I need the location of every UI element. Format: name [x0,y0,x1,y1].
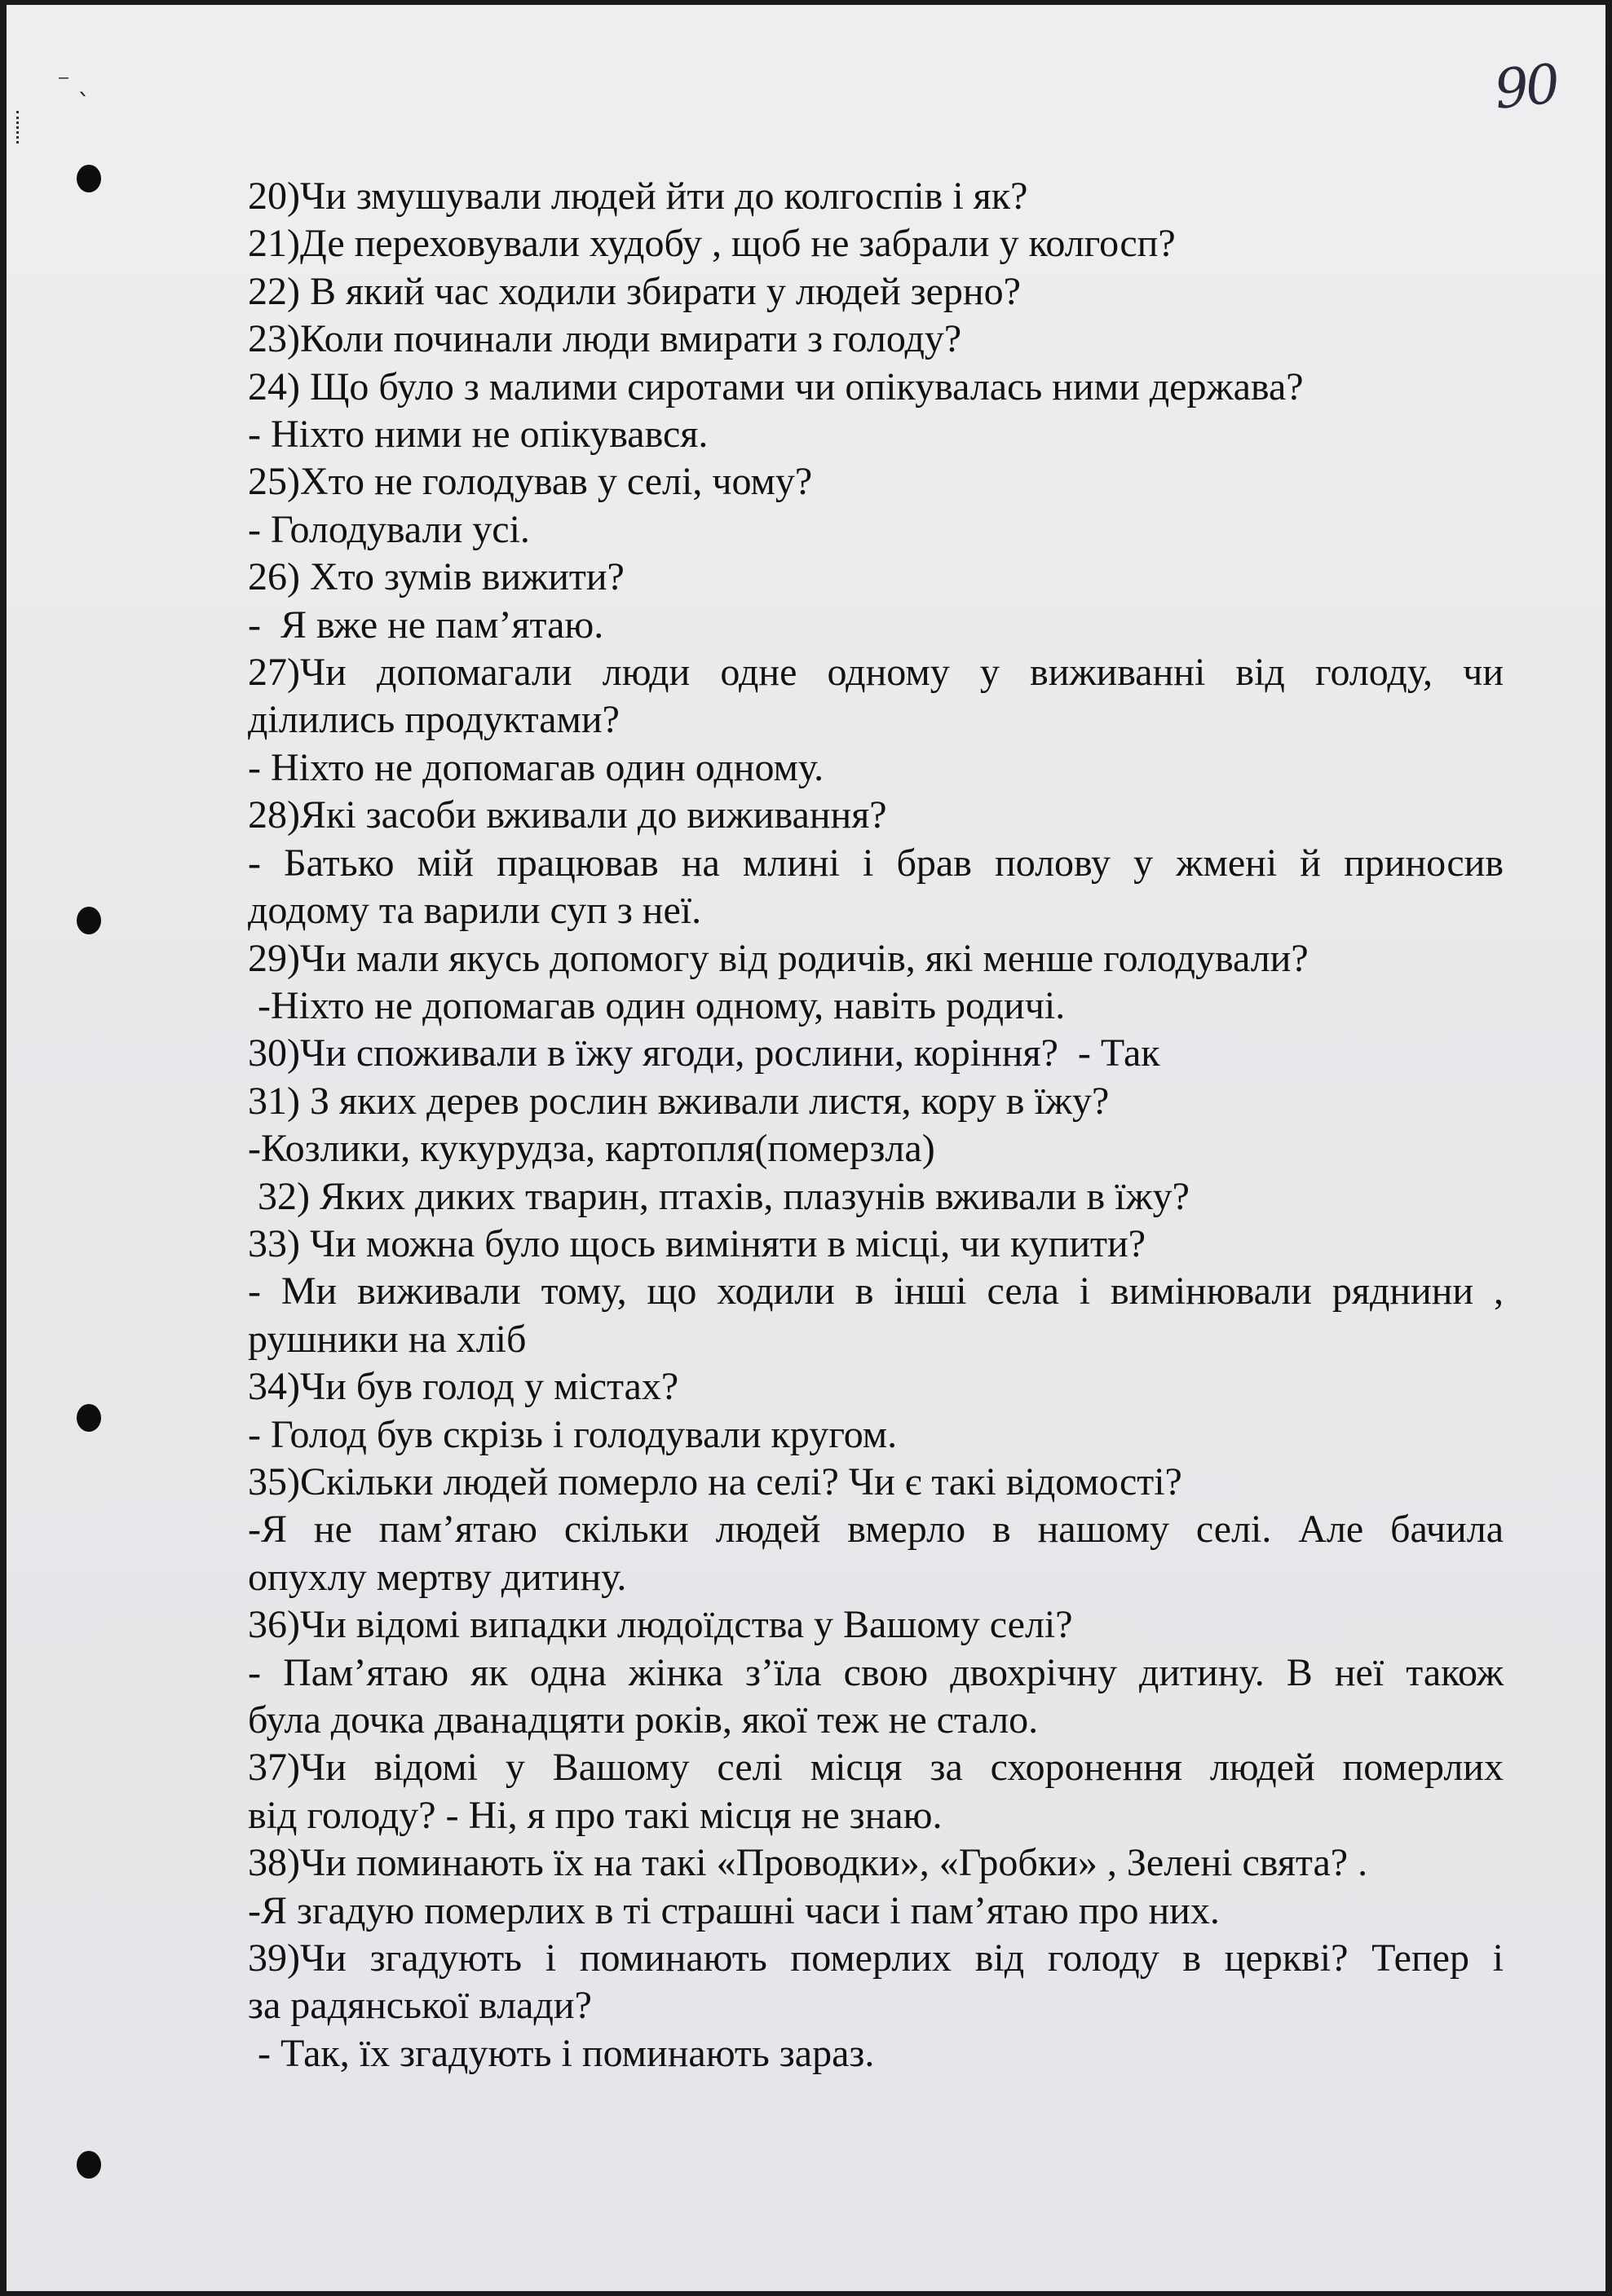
answer-line: - Я вже не пам’ятаю. [248,603,604,647]
text-line: була дочка дванадцяти років, якої теж не стало. [248,1698,1039,1742]
punch-hole [77,2151,101,2179]
answer-line: - Ми виживали тому, що ходили в інші села і вимінювали ряднини , [248,1269,1504,1314]
answer-line: - Ніхто не допомагав один одному. [248,745,824,789]
document-page [7,5,1605,2291]
text-line: рушники на хліб [248,1317,527,1361]
answer-line: - Батько мій працював на млині і брав полову у жмені й приносив [248,841,1504,885]
text-line: 30)Чи споживали в їжу ягоди, рослини, коріння? - Так [248,1031,1160,1075]
text-line: за радянської влади? [248,1984,592,2028]
text-line: додому та варили суп з неї. [248,889,702,933]
text-line: 32) Яких диких тварин, птахів, плазунів вживали в їжу? [248,1174,1190,1218]
text-line: 21)Де переховували худобу , щоб не забрали у колгосп? [248,222,1176,266]
text-line: 33) Чи можна було щось виміняти в місці, чи купити? [248,1221,1146,1265]
text-line: 25)Хто не голодував у селі, чому? [248,460,813,504]
text-line: 31) З яких дерев рослин вживали листя, кору в їжу? [248,1079,1110,1123]
punch-hole [77,907,101,934]
edge-marks [16,111,24,144]
answer-line: - Так, їх згадують і поминають зараз. [248,2031,875,2075]
text-line: 34)Чи був голод у містах? [248,1365,679,1409]
text-line: 28)Які засоби вживали до виживання? [248,793,887,837]
text-line: 22) В який час ходили збирати у людей зерно? [248,269,1021,313]
text-line: 29)Чи мали якусь допомогу від родичів, які менше голодували? [248,936,1309,980]
answer-line: -Я згадую померлих в ті страшні часи і пам’ятаю про них. [248,1888,1220,1932]
text-line: 20)Чи змушували людей йти до колгоспів і як? [248,174,1028,218]
answer-line: - Голодували усі. [248,507,530,551]
questionnaire-text [248,173,1504,2077]
answer-line: -Ніхто не допомагав один одному, навіть родичі. [248,983,1066,1027]
text-line: 39)Чи згадують і поминають померлих від голоду в церкві? Тепер і [248,1936,1504,1980]
text-line: 27)Чи допомагали люди одне одному у виживанні від голоду, чи [248,651,1504,695]
answer-line: -Я не пам’ятаю скільки людей вмерло в нашому селі. Але бачила [248,1508,1504,1552]
text-line: 24) Що було з малими сиротами чи опікувалась ними держава? [248,364,1304,408]
text-line: від голоду? - Ні, я про такі місця не знаю. [248,1793,943,1837]
answer-line: -Козлики, кукурудза, картопля(померзла) [248,1127,935,1171]
handwritten-page-number: 90 [1491,52,1560,121]
text-line: 26) Хто зумів вижити? [248,555,625,599]
text-line: 36)Чи відомі випадки людоїдства у Вашому селі? [248,1603,1073,1647]
answer-line: - Пам’ятаю як одна жінка з’їла свою двохрічну дитину. В неї також [248,1650,1504,1694]
scan-marks: ⁻ ˎ [57,68,91,97]
text-line: 35)Скільки людей померло на селі? Чи є такі відомості? [248,1459,1182,1503]
answer-line: - Ніхто ними не опікувався. [248,413,709,457]
text-line: 37)Чи відомі у Вашому селі місця за схоронення людей померлих [248,1746,1504,1790]
text-line: опухлу мертву дитину. [248,1555,627,1599]
text-line: 38)Чи поминають їх на такі «Проводки», «Гробки» , Зелені свята? . [248,1841,1368,1885]
punch-hole [77,1404,101,1432]
punch-hole [77,165,101,192]
text-line: ділились продуктами? [248,698,620,742]
answer-line: - Голод був скрізь і голодували кругом. [248,1412,898,1456]
text-line: 23)Коли починали люди вмирати з голоду? [248,317,962,361]
